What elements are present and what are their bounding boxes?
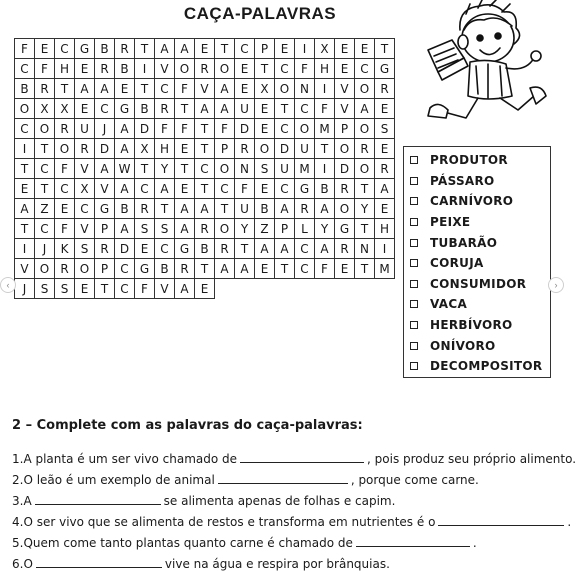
grid-cell[interactable]: D bbox=[115, 239, 135, 259]
grid-cell[interactable]: G bbox=[375, 59, 395, 79]
grid-cell[interactable]: U bbox=[275, 159, 295, 179]
grid-cell[interactable]: S bbox=[55, 279, 75, 299]
grid-cell[interactable]: T bbox=[355, 219, 375, 239]
grid-cell[interactable]: C bbox=[55, 179, 75, 199]
answer-blank-4[interactable] bbox=[438, 514, 564, 526]
word-list-item bbox=[410, 335, 550, 356]
grid-cell[interactable]: F bbox=[35, 59, 55, 79]
grid-cell[interactable]: T bbox=[35, 179, 55, 199]
answer-blank-3[interactable] bbox=[35, 493, 161, 505]
grid-cell[interactable]: E bbox=[55, 199, 75, 219]
grid-cell[interactable]: C bbox=[155, 239, 175, 259]
grid-cell[interactable]: A bbox=[95, 79, 115, 99]
word-list-item bbox=[410, 294, 550, 315]
grid-cell[interactable]: B bbox=[115, 59, 135, 79]
next-page-icon[interactable]: › bbox=[548, 277, 564, 293]
grid-cell[interactable]: A bbox=[275, 199, 295, 219]
grid-cell[interactable]: E bbox=[15, 179, 35, 199]
grid-cell[interactable]: G bbox=[135, 259, 155, 279]
grid-cell[interactable]: S bbox=[35, 279, 55, 299]
grid-cell[interactable]: H bbox=[375, 219, 395, 239]
grid-cell[interactable]: V bbox=[75, 219, 95, 239]
grid-cell[interactable]: E bbox=[335, 59, 355, 79]
word-label: HERBÍVORO bbox=[430, 318, 513, 333]
grid-cell[interactable]: P bbox=[95, 259, 115, 279]
question-3: 3.A se alimenta apenas de folhas e capim. bbox=[12, 494, 396, 508]
grid-cell[interactable]: X bbox=[315, 39, 335, 59]
grid-cell[interactable]: O bbox=[355, 79, 375, 99]
grid-cell[interactable]: J bbox=[95, 119, 115, 139]
grid-cell[interactable]: F bbox=[55, 159, 75, 179]
grid-cell[interactable]: J bbox=[35, 239, 55, 259]
grid-cell[interactable]: M bbox=[375, 259, 395, 279]
word-label: DECOMPOSITOR bbox=[430, 359, 543, 374]
checkbox-icon[interactable] bbox=[410, 177, 418, 185]
checkbox-icon[interactable] bbox=[410, 259, 418, 267]
grid-cell[interactable]: X bbox=[255, 79, 275, 99]
grid-cell[interactable]: O bbox=[355, 159, 375, 179]
word-search-grid bbox=[14, 38, 395, 299]
grid-cell[interactable]: R bbox=[155, 99, 175, 119]
word-label: CONSUMIDOR bbox=[430, 276, 527, 291]
grid-cell[interactable]: V bbox=[15, 259, 35, 279]
grid-cell[interactable]: V bbox=[335, 99, 355, 119]
grid-cell[interactable]: O bbox=[335, 139, 355, 159]
grid-cell[interactable]: E bbox=[115, 79, 135, 99]
grid-cell[interactable]: N bbox=[235, 159, 255, 179]
grid-cell[interactable]: A bbox=[215, 259, 235, 279]
grid-cell[interactable]: A bbox=[15, 199, 35, 219]
grid-cell[interactable]: I bbox=[375, 239, 395, 259]
word-label: PRODUTOR bbox=[430, 153, 508, 168]
word-label: PÁSSARO bbox=[430, 173, 495, 188]
grid-cell[interactable]: T bbox=[135, 159, 155, 179]
grid-cell[interactable]: T bbox=[255, 59, 275, 79]
grid-cell[interactable]: E bbox=[335, 39, 355, 59]
grid-cell[interactable]: R bbox=[135, 199, 155, 219]
grid-cell[interactable]: P bbox=[275, 219, 295, 239]
grid-cell[interactable]: A bbox=[155, 39, 175, 59]
word-list-item bbox=[410, 171, 550, 192]
grid-cell[interactable]: I bbox=[15, 139, 35, 159]
grid-cell[interactable]: T bbox=[15, 159, 35, 179]
grid-cell[interactable]: T bbox=[95, 279, 115, 299]
grid-cell[interactable]: G bbox=[75, 39, 95, 59]
grid-cell[interactable]: A bbox=[235, 259, 255, 279]
grid-cell[interactable]: R bbox=[95, 59, 115, 79]
question-2: 2.O leão é um exemplo de animal , porque come carne. bbox=[12, 473, 479, 487]
question-4: 4.O ser vivo que se alimenta de restos e transforma em nutrientes é o . bbox=[12, 515, 572, 529]
grid-cell[interactable]: T bbox=[275, 99, 295, 119]
grid-cell[interactable]: C bbox=[215, 179, 235, 199]
grid-cell[interactable]: B bbox=[135, 99, 155, 119]
grid-cell[interactable]: T bbox=[135, 79, 155, 99]
grid-cell[interactable]: U bbox=[75, 119, 95, 139]
grid-cell[interactable]: A bbox=[175, 279, 195, 299]
word-list-item bbox=[410, 315, 550, 336]
grid-cell[interactable]: C bbox=[115, 259, 135, 279]
grid-cell[interactable]: O bbox=[355, 119, 375, 139]
checkbox-icon[interactable] bbox=[410, 280, 418, 288]
grid-cell[interactable]: E bbox=[195, 39, 215, 59]
grid-cell[interactable]: E bbox=[175, 179, 195, 199]
grid-cell[interactable]: A bbox=[275, 239, 295, 259]
grid-cell[interactable]: C bbox=[55, 39, 75, 59]
grid-cell[interactable]: P bbox=[255, 39, 275, 59]
grid-cell[interactable]: O bbox=[335, 199, 355, 219]
grid-cell[interactable]: A bbox=[115, 219, 135, 239]
grid-cell[interactable]: C bbox=[135, 179, 155, 199]
grid-cell[interactable]: B bbox=[155, 259, 175, 279]
grid-cell[interactable]: T bbox=[315, 139, 335, 159]
grid-cell[interactable]: M bbox=[315, 119, 335, 139]
grid-cell[interactable]: R bbox=[335, 179, 355, 199]
grid-cell[interactable]: F bbox=[55, 219, 75, 239]
grid-cell[interactable]: R bbox=[215, 239, 235, 259]
grid-cell[interactable]: C bbox=[15, 59, 35, 79]
grid-cell[interactable]: C bbox=[295, 259, 315, 279]
grid-cell[interactable]: O bbox=[35, 119, 55, 139]
grid-cell[interactable]: T bbox=[175, 99, 195, 119]
grid-cell[interactable]: P bbox=[95, 219, 115, 239]
word-list-item bbox=[410, 274, 550, 295]
grid-cell[interactable]: D bbox=[235, 119, 255, 139]
word-list-item bbox=[410, 212, 550, 233]
grid-cell[interactable]: R bbox=[235, 139, 255, 159]
grid-cell[interactable]: E bbox=[235, 79, 255, 99]
grid-cell[interactable]: S bbox=[75, 239, 95, 259]
grid-cell[interactable]: T bbox=[55, 79, 75, 99]
answer-blank-6[interactable] bbox=[36, 556, 162, 568]
grid-cell[interactable]: F bbox=[175, 119, 195, 139]
grid-cell[interactable]: C bbox=[295, 239, 315, 259]
grid-cell[interactable]: F bbox=[315, 259, 335, 279]
question-5: 5.Quem come tanto plantas quanto carne é chamado de . bbox=[12, 536, 477, 550]
grid-cell[interactable]: O bbox=[55, 139, 75, 159]
grid-cell[interactable]: V bbox=[155, 59, 175, 79]
grid-cell[interactable]: I bbox=[295, 39, 315, 59]
grid-cell[interactable]: A bbox=[315, 239, 335, 259]
grid-cell[interactable]: N bbox=[355, 239, 375, 259]
grid-cell[interactable]: B bbox=[255, 199, 275, 219]
grid-cell[interactable]: D bbox=[335, 159, 355, 179]
grid-cell[interactable]: E bbox=[195, 279, 215, 299]
grid-cell[interactable]: Z bbox=[35, 199, 55, 219]
grid-cell[interactable]: B bbox=[315, 179, 335, 199]
grid-cell[interactable]: F bbox=[315, 99, 335, 119]
grid-cell[interactable]: T bbox=[355, 179, 375, 199]
grid-cell[interactable]: R bbox=[35, 79, 55, 99]
word-label: TUBARÃO bbox=[430, 235, 498, 250]
grid-cell[interactable]: C bbox=[35, 159, 55, 179]
grid-cell[interactable]: L bbox=[295, 219, 315, 239]
checkbox-icon[interactable] bbox=[410, 342, 418, 350]
grid-cell[interactable]: G bbox=[335, 219, 355, 239]
grid-cell[interactable]: O bbox=[75, 259, 95, 279]
grid-cell[interactable]: O bbox=[255, 139, 275, 159]
grid-cell[interactable]: C bbox=[115, 279, 135, 299]
grid-cell[interactable]: E bbox=[375, 99, 395, 119]
grid-cell[interactable]: F bbox=[295, 59, 315, 79]
word-label: ONÍVORO bbox=[430, 338, 496, 353]
grid-cell[interactable]: A bbox=[215, 79, 235, 99]
grid-cell[interactable]: T bbox=[15, 219, 35, 239]
grid-cell[interactable]: A bbox=[375, 179, 395, 199]
grid-cell[interactable]: R bbox=[75, 139, 95, 159]
grid-cell[interactable]: T bbox=[275, 259, 295, 279]
grid-cell[interactable]: R bbox=[375, 159, 395, 179]
grid-cell[interactable]: H bbox=[55, 59, 75, 79]
grid-cell[interactable]: A bbox=[255, 239, 275, 259]
grid-cell[interactable]: E bbox=[375, 139, 395, 159]
grid-cell[interactable]: G bbox=[295, 179, 315, 199]
grid-cell[interactable]: T bbox=[355, 259, 375, 279]
grid-cell[interactable]: R bbox=[335, 239, 355, 259]
answer-blank-5[interactable] bbox=[356, 535, 470, 547]
grid-cell[interactable]: D bbox=[135, 119, 155, 139]
grid-cell[interactable]: E bbox=[75, 59, 95, 79]
word-list-item bbox=[410, 150, 550, 171]
grid-cell[interactable]: T bbox=[195, 119, 215, 139]
grid-cell[interactable]: R bbox=[95, 239, 115, 259]
checkbox-icon[interactable] bbox=[410, 362, 418, 370]
grid-cell[interactable]: A bbox=[215, 99, 235, 119]
grid-cell[interactable]: E bbox=[235, 59, 255, 79]
grid-cell[interactable]: O bbox=[15, 99, 35, 119]
word-label: CARNÍVORO bbox=[430, 194, 514, 209]
grid-cell[interactable]: V bbox=[75, 159, 95, 179]
question-1: 1.A planta é um ser vivo chamado de , pois produz seu próprio alimento. bbox=[12, 452, 576, 466]
grid-cell[interactable]: I bbox=[315, 79, 335, 99]
grid-cell[interactable]: A bbox=[355, 99, 375, 119]
grid-cell[interactable]: H bbox=[155, 139, 175, 159]
grid-cell[interactable]: T bbox=[35, 139, 55, 159]
grid-cell[interactable]: A bbox=[175, 199, 195, 219]
grid-cell[interactable]: C bbox=[275, 119, 295, 139]
grid-cell[interactable]: E bbox=[275, 39, 295, 59]
word-label: CORUJA bbox=[430, 256, 484, 271]
grid-cell[interactable]: R bbox=[115, 39, 135, 59]
grid-cell[interactable]: W bbox=[115, 159, 135, 179]
grid-cell[interactable]: A bbox=[115, 139, 135, 159]
grid-cell[interactable]: B bbox=[115, 199, 135, 219]
grid-cell[interactable]: E bbox=[335, 259, 355, 279]
answer-blank-2[interactable] bbox=[218, 472, 348, 484]
grid-cell[interactable]: C bbox=[35, 219, 55, 239]
grid-cell[interactable]: A bbox=[195, 99, 215, 119]
grid-cell[interactable]: O bbox=[295, 119, 315, 139]
grid-cell[interactable]: E bbox=[35, 39, 55, 59]
grid-cell[interactable]: P bbox=[335, 119, 355, 139]
grid-cell[interactable]: T bbox=[215, 39, 235, 59]
grid-cell[interactable]: K bbox=[55, 239, 75, 259]
grid-cell[interactable]: F bbox=[235, 179, 255, 199]
grid-cell[interactable]: A bbox=[75, 79, 95, 99]
grid-cell[interactable]: T bbox=[375, 39, 395, 59]
grid-cell[interactable]: B bbox=[195, 239, 215, 259]
previous-page-icon[interactable]: ‹ bbox=[0, 277, 16, 293]
answer-blank-1[interactable] bbox=[240, 451, 364, 463]
grid-cell[interactable]: I bbox=[315, 159, 335, 179]
grid-cell[interactable]: R bbox=[355, 139, 375, 159]
grid-cell[interactable]: T bbox=[135, 39, 155, 59]
grid-cell[interactable]: T bbox=[175, 159, 195, 179]
grid-cell[interactable]: E bbox=[355, 39, 375, 59]
grid-cell[interactable]: X bbox=[135, 139, 155, 159]
grid-cell[interactable]: Y bbox=[235, 219, 255, 239]
grid-cell[interactable]: G bbox=[115, 99, 135, 119]
grid-cell[interactable]: S bbox=[375, 119, 395, 139]
grid-cell[interactable]: V bbox=[155, 279, 175, 299]
grid-cell[interactable]: X bbox=[55, 99, 75, 119]
grid-cell[interactable]: F bbox=[215, 119, 235, 139]
grid-cell[interactable]: O bbox=[215, 59, 235, 79]
grid-cell[interactable]: J bbox=[15, 279, 35, 299]
page-title: CAÇA-PALAVRAS bbox=[183, 4, 337, 23]
grid-cell[interactable]: E bbox=[135, 239, 155, 259]
grid-cell[interactable]: O bbox=[175, 59, 195, 79]
checkbox-icon[interactable] bbox=[410, 300, 418, 308]
word-list bbox=[403, 146, 551, 378]
grid-cell[interactable]: E bbox=[255, 259, 275, 279]
grid-cell[interactable]: R bbox=[55, 259, 75, 279]
grid-cell[interactable]: E bbox=[175, 139, 195, 159]
grid-cell[interactable]: A bbox=[195, 199, 215, 219]
grid-cell[interactable]: O bbox=[35, 259, 55, 279]
grid-cell[interactable]: C bbox=[155, 79, 175, 99]
grid-cell[interactable]: Z bbox=[255, 219, 275, 239]
checkbox-icon[interactable] bbox=[410, 321, 418, 329]
grid-cell[interactable]: X bbox=[75, 179, 95, 199]
grid-cell[interactable]: H bbox=[315, 59, 335, 79]
grid-cell[interactable]: O bbox=[275, 79, 295, 99]
word-list-item bbox=[410, 232, 550, 253]
grid-cell[interactable]: U bbox=[235, 199, 255, 219]
word-list-item bbox=[410, 191, 550, 212]
grid-cell[interactable]: C bbox=[15, 119, 35, 139]
grid-cell[interactable]: T bbox=[195, 259, 215, 279]
grid-cell[interactable]: A bbox=[175, 39, 195, 59]
grid-cell[interactable]: R bbox=[195, 59, 215, 79]
grid-cell[interactable]: R bbox=[195, 219, 215, 239]
grid-cell[interactable]: R bbox=[375, 79, 395, 99]
grid-cell[interactable]: G bbox=[175, 239, 195, 259]
grid-cell[interactable]: C bbox=[355, 59, 375, 79]
grid-cell[interactable]: A bbox=[115, 179, 135, 199]
grid-cell[interactable]: R bbox=[175, 259, 195, 279]
grid-cell[interactable]: B bbox=[15, 79, 35, 99]
grid-cell[interactable]: G bbox=[95, 199, 115, 219]
grid-cell[interactable]: R bbox=[295, 199, 315, 219]
grid-cell[interactable]: A bbox=[115, 119, 135, 139]
grid-cell[interactable]: I bbox=[15, 239, 35, 259]
grid-cell[interactable]: F bbox=[15, 39, 35, 59]
grid-cell[interactable]: T bbox=[215, 199, 235, 219]
grid-cell[interactable]: T bbox=[195, 179, 215, 199]
grid-cell[interactable]: V bbox=[95, 179, 115, 199]
section-title: 2 – Complete com as palavras do caça-palavras: bbox=[12, 418, 363, 433]
grid-cell[interactable]: U bbox=[235, 99, 255, 119]
grid-cell[interactable]: N bbox=[295, 79, 315, 99]
word-list-item bbox=[410, 356, 550, 377]
grid-cell[interactable]: E bbox=[75, 279, 95, 299]
word-list-item bbox=[410, 253, 550, 274]
grid-cell[interactable]: Y bbox=[155, 159, 175, 179]
grid-cell[interactable]: E bbox=[255, 119, 275, 139]
grid-cell[interactable]: C bbox=[95, 99, 115, 119]
grid-cell[interactable]: E bbox=[75, 99, 95, 119]
grid-cell[interactable]: V bbox=[195, 79, 215, 99]
grid-cell[interactable]: U bbox=[295, 139, 315, 159]
grid-cell[interactable]: S bbox=[255, 159, 275, 179]
grid-cell[interactable]: O bbox=[215, 219, 235, 239]
grid-cell[interactable]: Y bbox=[355, 199, 375, 219]
word-label: PEIXE bbox=[430, 215, 471, 230]
grid-cell[interactable]: C bbox=[75, 199, 95, 219]
checkbox-icon[interactable] bbox=[410, 218, 418, 226]
grid-cell[interactable]: B bbox=[95, 39, 115, 59]
grid-cell[interactable]: M bbox=[295, 159, 315, 179]
checkbox-icon[interactable] bbox=[410, 239, 418, 247]
grid-cell[interactable]: A bbox=[175, 219, 195, 239]
grid-cell[interactable]: X bbox=[35, 99, 55, 119]
grid-cell[interactable]: T bbox=[195, 139, 215, 159]
grid-cell[interactable]: D bbox=[275, 139, 295, 159]
grid-cell[interactable]: C bbox=[195, 159, 215, 179]
grid-cell[interactable]: A bbox=[155, 179, 175, 199]
grid-cell[interactable]: F bbox=[135, 279, 155, 299]
grid-cell[interactable]: F bbox=[155, 119, 175, 139]
grid-cell[interactable]: S bbox=[155, 219, 175, 239]
grid-cell[interactable]: O bbox=[215, 159, 235, 179]
grid-cell[interactable]: I bbox=[135, 59, 155, 79]
grid-cell[interactable]: P bbox=[215, 139, 235, 159]
grid-cell[interactable]: C bbox=[275, 59, 295, 79]
grid-cell[interactable]: T bbox=[235, 239, 255, 259]
grid-cell[interactable]: Y bbox=[315, 219, 335, 239]
grid-cell[interactable]: A bbox=[315, 199, 335, 219]
question-6: 6.O vive na água e respira por brânquias. bbox=[12, 557, 390, 571]
grid-cell[interactable]: C bbox=[235, 39, 255, 59]
grid-cell[interactable]: F bbox=[175, 79, 195, 99]
grid-cell[interactable]: C bbox=[275, 179, 295, 199]
grid-cell[interactable]: E bbox=[255, 179, 275, 199]
grid-cell[interactable]: T bbox=[155, 199, 175, 219]
checkbox-icon[interactable] bbox=[410, 197, 418, 205]
grid-cell[interactable]: S bbox=[135, 219, 155, 239]
grid-cell[interactable]: C bbox=[295, 99, 315, 119]
word-label: VACA bbox=[430, 297, 468, 312]
checkbox-icon[interactable] bbox=[410, 156, 418, 164]
grid-cell[interactable]: E bbox=[375, 199, 395, 219]
grid-cell[interactable]: D bbox=[95, 139, 115, 159]
grid-cell[interactable]: R bbox=[55, 119, 75, 139]
boy-reading-illustration bbox=[408, 0, 558, 142]
grid-cell[interactable]: V bbox=[335, 79, 355, 99]
grid-cell[interactable]: E bbox=[255, 99, 275, 119]
grid-cell[interactable]: A bbox=[95, 159, 115, 179]
